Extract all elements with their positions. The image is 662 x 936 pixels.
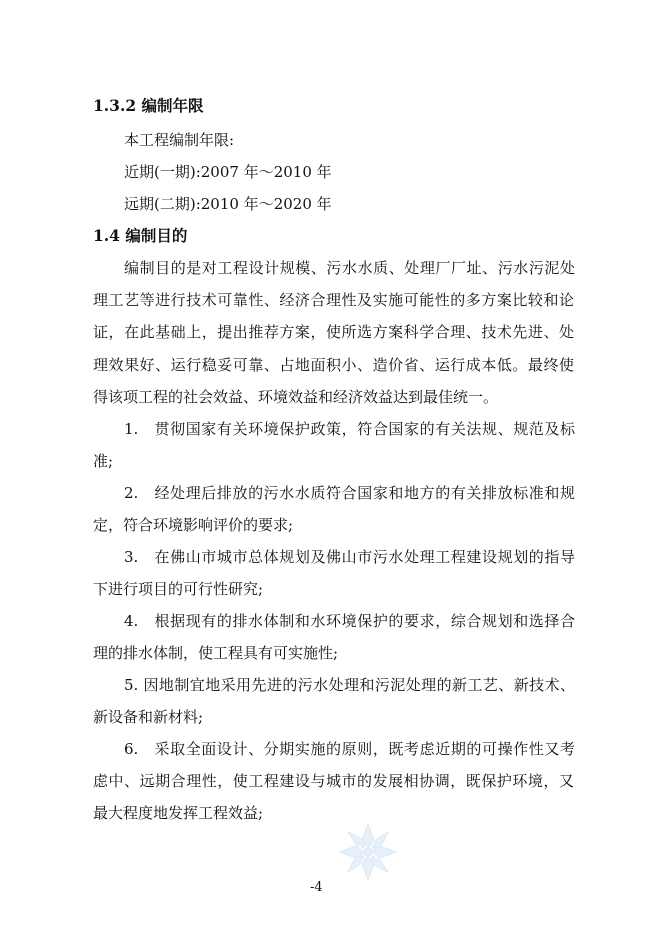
paragraph-line: 证，在此基础上，提出推荐方案，使所选方案科学合理、技术先进、处 [93, 323, 574, 341]
list-item-line: 最大程度地发挥工程效益; [93, 804, 264, 822]
list-item-line: 虑中、远期合理性，使工程建设与城市的发展相协调，既保护环境，又 [93, 772, 574, 790]
paragraph-line: 编制目的是对工程设计规模、污水水质、处理厂厂址、污水污泥处 [124, 259, 575, 277]
paragraph-line: 理工艺等进行技术可靠性、经济合理性及实施可能性的多方案比较和论 [93, 291, 574, 309]
section-heading-1-3-2: 1.3.2 编制年限 [93, 96, 204, 115]
section-heading-1-4: 1.4 编制目的 [93, 226, 188, 245]
paragraph-line: 近期(一期):2007 年～2010 年 [124, 163, 332, 181]
watermark-logo-icon [336, 820, 400, 888]
list-item-line: 准; [93, 452, 114, 470]
list-item-line: 2. 经处理后排放的污水水质符合国家和地方的有关排放标准和规 [124, 484, 575, 502]
list-item-line: 5. 因地制宜地采用先进的污水处理和污泥处理的新工艺、新技术、 [124, 676, 575, 694]
paragraph-line: 远期(二期):2010 年～2020 年 [124, 195, 332, 213]
list-item-line: 6. 采取全面设计、分期实施的原则，既考虑近期的可操作性又考 [124, 740, 575, 758]
paragraph-line: 理效果好、运行稳妥可靠、占地面积小、造价省、运行成本低。最终使 [93, 356, 574, 374]
paragraph-line: 得该项工程的社会效益、环境效益和经济效益达到最佳统一。 [93, 388, 499, 406]
list-item-line: 4. 根据现有的排水体制和水环境保护的要求，综合规划和选择合 [124, 612, 575, 630]
list-item-line: 下进行项目的可行性研究; [93, 580, 264, 598]
paragraph-line: 本工程编制年限: [124, 131, 235, 149]
list-item-line: 3. 在佛山市城市总体规划及佛山市污水处理工程建设规划的指导 [124, 548, 575, 566]
list-item-line: 1. 贯彻国家有关环境保护政策，符合国家的有关法规、规范及标 [124, 420, 575, 438]
list-item-line: 新设备和新材料; [93, 708, 204, 726]
page-number: -4 [310, 880, 323, 895]
list-item-line: 理的排水体制，使工程具有可实施性; [93, 644, 339, 662]
list-item-line: 定，符合环境影响评价的要求; [93, 516, 294, 534]
